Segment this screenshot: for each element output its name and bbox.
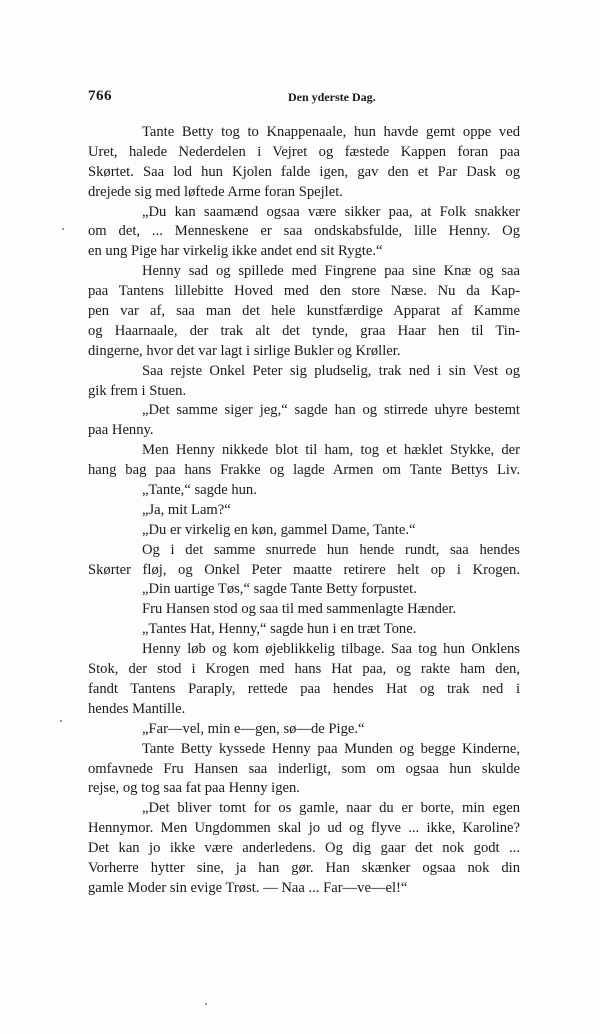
text-line: om det, ... Menneskene er saa ondskabsfulde, lille Henny. Og xyxy=(88,223,520,240)
paper-speck xyxy=(205,1003,207,1005)
text-line: „Det samme siger jeg,“ sagde han og stirrede uhyre bestemt xyxy=(142,402,520,419)
text-line: en ung Pige har virkelig ikke andet end sit Rygte.“ xyxy=(88,243,383,260)
text-line: rejse, og tog saa fat paa Henny igen. xyxy=(88,780,300,797)
text-line: Henny løb og kom øjeblikkelig tilbage. Saa tog hun Onklens xyxy=(142,641,520,658)
text-line: Skørter fløj, og Onkel Peter maatte retirere helt op i Krogen. xyxy=(88,561,520,578)
body-text xyxy=(88,123,520,899)
text-line: Tante Betty kyssede Henny paa Munden og begge Kinderne, xyxy=(142,740,520,757)
text-line: „Tantes Hat, Henny,“ sagde hun i en træt Tone. xyxy=(142,621,417,638)
text-line: pen var af, saa man det hele kunstfærdige Apparat af Kamme xyxy=(88,303,520,320)
text-line: Men Henny nikkede blot til ham, tog et hæklet Stykke, der xyxy=(142,442,520,459)
text-line: Det kan jo ikke være anderledens. Og dig gaar det nok godt ... xyxy=(88,840,520,857)
text-line: Saa rejste Onkel Peter sig pludselig, trak ned i sin Vest og xyxy=(142,362,520,379)
text-line: paa Tantens lillebitte Hoved med den store Næse. Nu da Kap- xyxy=(88,283,520,300)
text-line: Skørtet. Saa lod hun Kjolen falde igen, gav den et Par Dask og xyxy=(88,163,520,180)
text-line: Stok, der stod i Krogen med hans Hat paa, og rakte ham den, xyxy=(88,661,520,678)
page-header xyxy=(88,88,518,110)
text-line: fandt Tantens Paraply, rettede paa hendes Hat og trak ned i xyxy=(88,680,520,697)
text-line: Fru Hansen stod og saa til med sammenlagte Hænder. xyxy=(142,601,457,618)
text-line: Vorherre hytter sine, ja han gør. Han skænker ogsaa nok din xyxy=(88,859,520,876)
text-line: Tante Betty tog to Knappenaale, hun havde gemt oppe ved xyxy=(142,124,520,140)
text-line: Hennymor. Men Ungdommen skal jo ud og flyve ... ikke, Karoline? xyxy=(88,820,520,837)
paper-speck xyxy=(60,720,62,722)
text-line: „Du kan saamænd ogsaa være sikker paa, at Folk snakker xyxy=(142,203,520,220)
text-line: omfavnede Fru Hansen saa inderligt, som om ogsaa hun skulde xyxy=(88,760,520,777)
text-line: gik frem i Stuen. xyxy=(88,382,187,399)
text-line: og Haarnaale, der trak alt det tynde, graa Haar hen til Tin- xyxy=(88,322,520,339)
text-line: „Du er virkelig en køn, gammel Dame, Tante.“ xyxy=(142,521,416,538)
text-line: paa Henny. xyxy=(88,422,154,439)
text-line: Uret, halede Nederdelen i Vejret og fæstede Kappen foran paa xyxy=(88,143,520,160)
text-line: hang bag paa hans Frakke og lagde Armen om Tante Bettys Liv. xyxy=(88,462,520,479)
text-line: gamle Moder sin evige Trøst. — Naa ... Far—ve—el!“ xyxy=(88,879,408,896)
text-line: Henny sad og spillede med Fingrene paa sine Knæ og saa xyxy=(142,263,520,280)
text-line: „Det bliver tomt for os gamle, naar du er borte, min egen xyxy=(142,800,520,817)
text-line: hendes Mantille. xyxy=(88,700,186,717)
text-line: „Din uartige Tøs,“ sagde Tante Betty forpustet. xyxy=(142,581,417,598)
text-line: dingerne, hvor det var lagt i sirlige Bukler og Krøller. xyxy=(88,342,401,359)
paper-speck xyxy=(62,228,64,230)
text-line: drejede sig med løftede Arme foran Spejlet. xyxy=(88,183,343,200)
text-line: „Tante,“ sagde hun. xyxy=(142,482,257,499)
text-line: Og i det samme snurrede hun hende rundt, saa hendes xyxy=(142,541,520,558)
running-title: Den yderste Dag. xyxy=(288,90,376,104)
page-number: 766 xyxy=(88,88,112,104)
text-line: „Ja, mit Lam?“ xyxy=(142,501,231,518)
text-line: „Far—vel, min e—gen, sø—de Pige.“ xyxy=(142,720,365,737)
